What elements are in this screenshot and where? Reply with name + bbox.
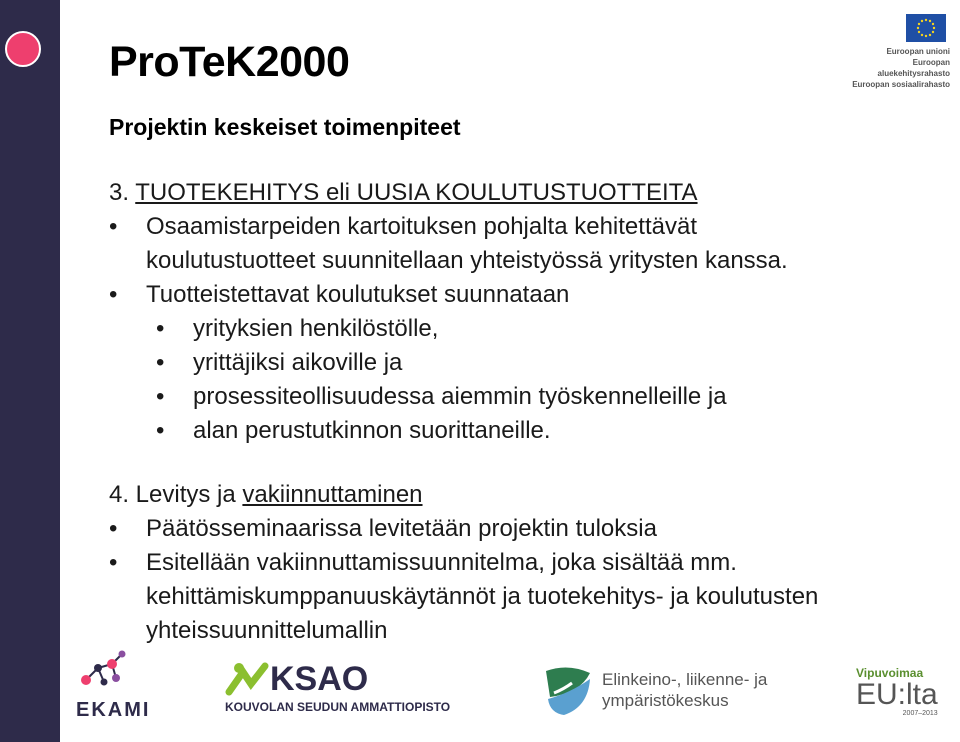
vipu-years: 2007–2013 <box>902 710 938 717</box>
ely-line: Elinkeino-, liikenne- ja <box>602 670 768 689</box>
ksao-subtext: KOUVOLAN SEUDUN AMMATTIOPISTO <box>225 700 451 714</box>
subbullet-item: • alan perustutkinnon suorittaneille. <box>109 414 869 448</box>
ksao-text: KSAO <box>270 660 369 698</box>
bullet-item: • Esitellään vakiinnuttamissuunnitelma, joka sisältää mm. kehittämiskumppanuuskäytännöt ja tuotekehitys- ja koulutusten yhteissuunnittelumallin <box>109 546 869 648</box>
left-sidebar-bar <box>0 0 60 742</box>
subbullet-item: • yrittäjiksi aikoville ja <box>109 346 869 380</box>
section-4-prefix: 4. Levitys ja <box>109 481 243 508</box>
slide-subtitle: Projektin keskeiset toimenpiteet <box>109 114 461 140</box>
eu-line: Euroopan sosiaalirahasto <box>852 80 950 89</box>
section-spacer <box>109 448 869 478</box>
ely-logo <box>540 663 768 724</box>
eu-line: Euroopan unioni <box>886 47 950 56</box>
eu-text <box>838 46 950 90</box>
bullet-item: • Päätösseminaarissa levitetään projektin tuloksia <box>109 512 869 546</box>
section-4-heading <box>109 478 869 512</box>
accent-circle <box>5 31 41 67</box>
section-4-title: vakiinnuttaminen <box>242 481 423 508</box>
ksao-logo <box>225 662 450 714</box>
eu-stars-icon <box>906 14 946 42</box>
section-3-title: TUOTEKEHITYS eli UUSIA KOULUTUSTUOTTEITA <box>135 179 698 206</box>
vipuvoimaa-logo <box>856 666 938 717</box>
section-3-heading <box>109 176 869 210</box>
bullet-item: • Osaamistarpeiden kartoituksen pohjalta kehitettävät koulutustuotteet suunnitellaan yhteistyössä yritysten kanssa. <box>109 210 869 278</box>
eu-logo <box>838 14 950 90</box>
bullet-item: • Tuotteistettavat koulutukset suunnataan <box>109 278 869 312</box>
vipu-eu-text: EU:lta <box>856 678 938 711</box>
section-3-prefix: 3. <box>109 179 136 206</box>
ely-text <box>602 669 767 711</box>
vipu-text: Vipuvoimaa <box>856 666 924 680</box>
ekami-network-icon <box>76 650 146 692</box>
ksao-figure-icon <box>225 662 269 698</box>
ekami-logo <box>76 650 151 722</box>
subbullet-item: • yrityksien henkilöstölle, <box>109 312 869 346</box>
subbullet-item: • prosessiteollisuudessa aiemmin työskennelleille ja <box>109 380 869 414</box>
ely-emblem-icon <box>540 663 596 719</box>
slide-title: ProTeK2000 <box>109 38 350 86</box>
eu-flag-icon <box>906 14 946 42</box>
eu-line: Euroopan aluekehitysrahasto <box>877 58 950 78</box>
ekami-text: EKAMI <box>76 699 151 721</box>
slide-body <box>109 176 869 648</box>
ely-line: ympäristökeskus <box>602 691 729 710</box>
